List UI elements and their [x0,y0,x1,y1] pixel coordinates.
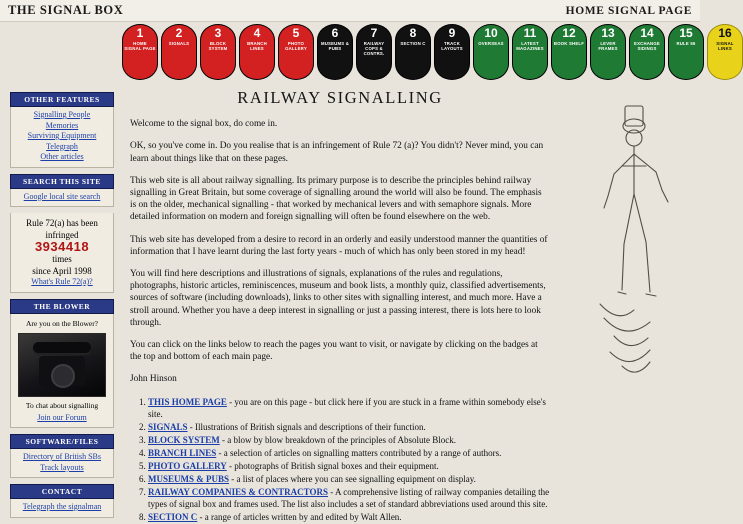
intro-paragraph-2: OK, so you've come in. Do you realise that is an infringement of Rule 72 (a)? You didn't? Never mind, you can learn about things like that on these pages. [130,141,544,164]
sidebar-link-telegraph[interactable]: Telegraph [46,141,78,151]
sidebar-link-surviving-equipment[interactable]: Surviving Equipment [27,131,97,140]
sidebar-section-search [10,189,114,208]
badge-13[interactable] [590,24,626,80]
rule72-line3: times [52,254,72,264]
sidebar-link-signalling-people[interactable]: Signalling People [33,110,91,119]
sidebar-section-other-features [10,107,114,168]
top-bar [0,0,700,22]
badge-2[interactable] [161,24,197,80]
intro-paragraph-5: You will find here descriptions and illustrations of signals, explanations of the rules and regulations, photographs, historic articles, reminiscences, museum and book lists, a monthly quiz, classified advertisements, sources of software (including downloads), links to other sites with signalling interest, and much more. Have a stroll around. Whether you have a deep interest in signalling or just a passing interest, there is lots here to look through. [130,269,546,328]
badge-caption: BLOCK SYSTEM [208,41,228,52]
list-item [148,396,550,420]
badge-caption: EXCHANGE SIDINGS [634,41,660,52]
page-title: RAILWAY SIGNALLING [237,88,443,107]
section-link-list [130,396,550,523]
section-link-description: - a selection of articles on signalling matters contributed by a range of authors. [216,447,502,458]
section-link[interactable]: BLOCK SYSTEM [148,434,220,445]
badge-10[interactable] [473,24,509,80]
badge-15[interactable] [668,24,704,80]
badge-number: 12 [562,26,576,40]
sidebar-heading-blower: THE BLOWER [10,299,114,314]
telephone-handset-icon [33,342,91,353]
list-item [148,447,550,459]
telephone-icon [18,333,106,397]
badge-number: 15 [679,26,693,40]
section-link[interactable]: THIS HOME PAGE [148,396,227,407]
author-signature: John Hinson [130,374,177,385]
badge-caption: OVERSEAS [478,41,504,46]
rule72-counter-box [10,213,114,293]
badge-number: 1 [136,26,144,40]
sidebar-heading-search: SEARCH THIS SITE [10,174,114,189]
home-signal-page-title: HOME SIGNAL PAGE [565,4,692,17]
site-title: THE SIGNAL BOX [8,3,124,17]
badge-caption: MUSEUMS & PUBS [320,41,350,52]
badge-caption: SECTION C [400,41,426,46]
sidebar [10,92,114,518]
intro-paragraph-6: You can click on the links below to reach the pages you want to visit, or navigate by clicking on the badges at the top and bottom of each main page. [130,340,538,363]
badge-number: 11 [523,26,537,40]
badge-navigation[interactable] [122,24,743,80]
badge-5[interactable] [278,24,314,80]
badge-number: 16 [718,26,732,40]
intro-paragraph-1: Welcome to the signal box, do come in. [130,119,278,130]
list-item [148,434,550,446]
badge-caption: HOME SIGNAL PAGE [124,41,156,52]
section-link-description: - photographs of British signal boxes and their equipment. [226,460,439,471]
sidebar-heading-other-features: OTHER FEATURES [10,92,114,107]
section-link[interactable]: MUSEUMS & PUBS [148,473,230,484]
badge-1[interactable] [122,24,158,80]
badge-number: 13 [601,26,615,40]
section-link-description: - a blow by blow breakdown of the principles of Absolute Block. [219,434,456,445]
intro-paragraph-4: This web site has developed from a desire to record in an orderly and easily understood manner the quantities of information that I have learnt during the last forty years - much of which has only been stored in my head! [130,234,548,257]
intro-paragraph-3: This web site is all about railway signalling. Its primary purpose is to describe the principles behind railway signalling in Great Britain, but some coverage of signalling around the world will also be found. The emphasis is on the older, mechanical signalling - that worked by mechanical levers and with semaphore signals. More detailed information on modern and foreign signalling will often be found elsewhere on the web. [130,175,542,223]
sidebar-link-track-layouts[interactable]: Track layouts [40,462,84,472]
badge-12[interactable] [551,24,587,80]
sidebar-section-contact [10,499,114,518]
badge-number: 10 [484,26,498,40]
list-item [148,460,550,472]
blower-forum-link[interactable]: Join our Forum [37,412,87,422]
badge-caption: BOOK SHELF [553,41,585,46]
badge-6[interactable] [317,24,353,80]
sidebar-link-google-site-search[interactable]: Google local site search [23,191,101,201]
badge-caption: RAILWAY COPS & CONTRS. [363,41,385,57]
badge-caption: PHOTO GALLERY [285,41,307,52]
badge-number: 3 [214,26,222,40]
sidebar-heading-software: SOFTWARE/FILES [10,434,114,449]
badge-number: 5 [292,26,300,40]
badge-number: 4 [253,26,261,40]
sidebar-section-software [10,449,114,478]
badge-caption: LATEST MAGAZINES [516,41,544,52]
rule72-link[interactable]: What's Rule 72(a)? [31,277,93,286]
sidebar-link-telegraph-the-signalman[interactable]: Telegraph the signalman [22,502,102,511]
list-item [148,421,550,433]
badge-number: 14 [640,26,654,40]
badge-caption: BRANCH LINES [247,41,267,52]
sidebar-link-other-articles[interactable]: Other articles [40,152,84,161]
badge-14[interactable] [629,24,665,80]
badge-number: 2 [175,26,183,40]
badge-4[interactable] [239,24,275,80]
badge-9[interactable] [434,24,470,80]
badge-number: 9 [448,26,456,40]
badge-11[interactable] [512,24,548,80]
list-item [148,511,550,523]
badge-caption: LEVER FRAMES [598,41,618,52]
section-link-description: - A comprehensive listing of railway companies detailing the types of signal box and frames used. The list also includes a set of standard abbreviations used around this site. [148,486,550,509]
rule72-line1: Rule 72(a) has been [26,218,98,228]
sidebar-section-blower [10,314,114,429]
badge-16[interactable] [707,24,743,80]
blower-footer-text: To chat about signalling [25,401,99,410]
sidebar-link-directory-of-british-sbs[interactable]: Directory of British SBs [23,452,101,461]
section-link[interactable]: SIGNALS [148,421,188,432]
badge-caption: RULE 55 [676,41,696,46]
sidebar-heading-contact: CONTACT [10,484,114,499]
badge-number: 6 [331,26,339,40]
section-link[interactable]: SECTION C [148,511,198,522]
badge-8[interactable] [395,24,431,80]
badge-caption: SIGNALS [168,41,190,46]
badge-7[interactable] [356,24,392,80]
badge-number: 7 [370,26,378,40]
badge-caption: TRACK LAYOUTS [441,41,463,52]
section-link-description: - Illustrations of British signals and descriptions of their function. [187,421,426,432]
badge-number: 8 [409,26,417,40]
section-link[interactable]: RAILWAY COMPANIES & CONTRACTORS [148,486,328,497]
main-content [130,88,550,524]
section-link-description: - you are on this page - but click here if you are stuck in a frame within somebody else's site. [148,396,546,419]
section-link[interactable]: PHOTO GALLERY [148,460,227,471]
blower-subtitle: Are you on the Blower? [25,318,99,328]
sidebar-link-memories[interactable]: Memories [45,120,79,130]
badge-caption: SIGNAL LINKS [716,41,734,52]
section-link-description: - a list of places where you can see signalling equipment on display. [229,473,476,484]
telephone-dial-icon [51,364,75,388]
rule72-line2: infringed [45,230,79,240]
badge-3[interactable] [200,24,236,80]
signalman-illustration [574,104,694,404]
rule72-line4: since April 1998 [32,266,92,276]
list-item [148,486,550,510]
rule72-count: 3934418 [34,239,90,254]
list-item [148,473,550,485]
section-link[interactable]: BRANCH LINES [148,447,217,458]
section-link-description: - a range of articles written by and edited by Walt Allen. [197,511,402,522]
